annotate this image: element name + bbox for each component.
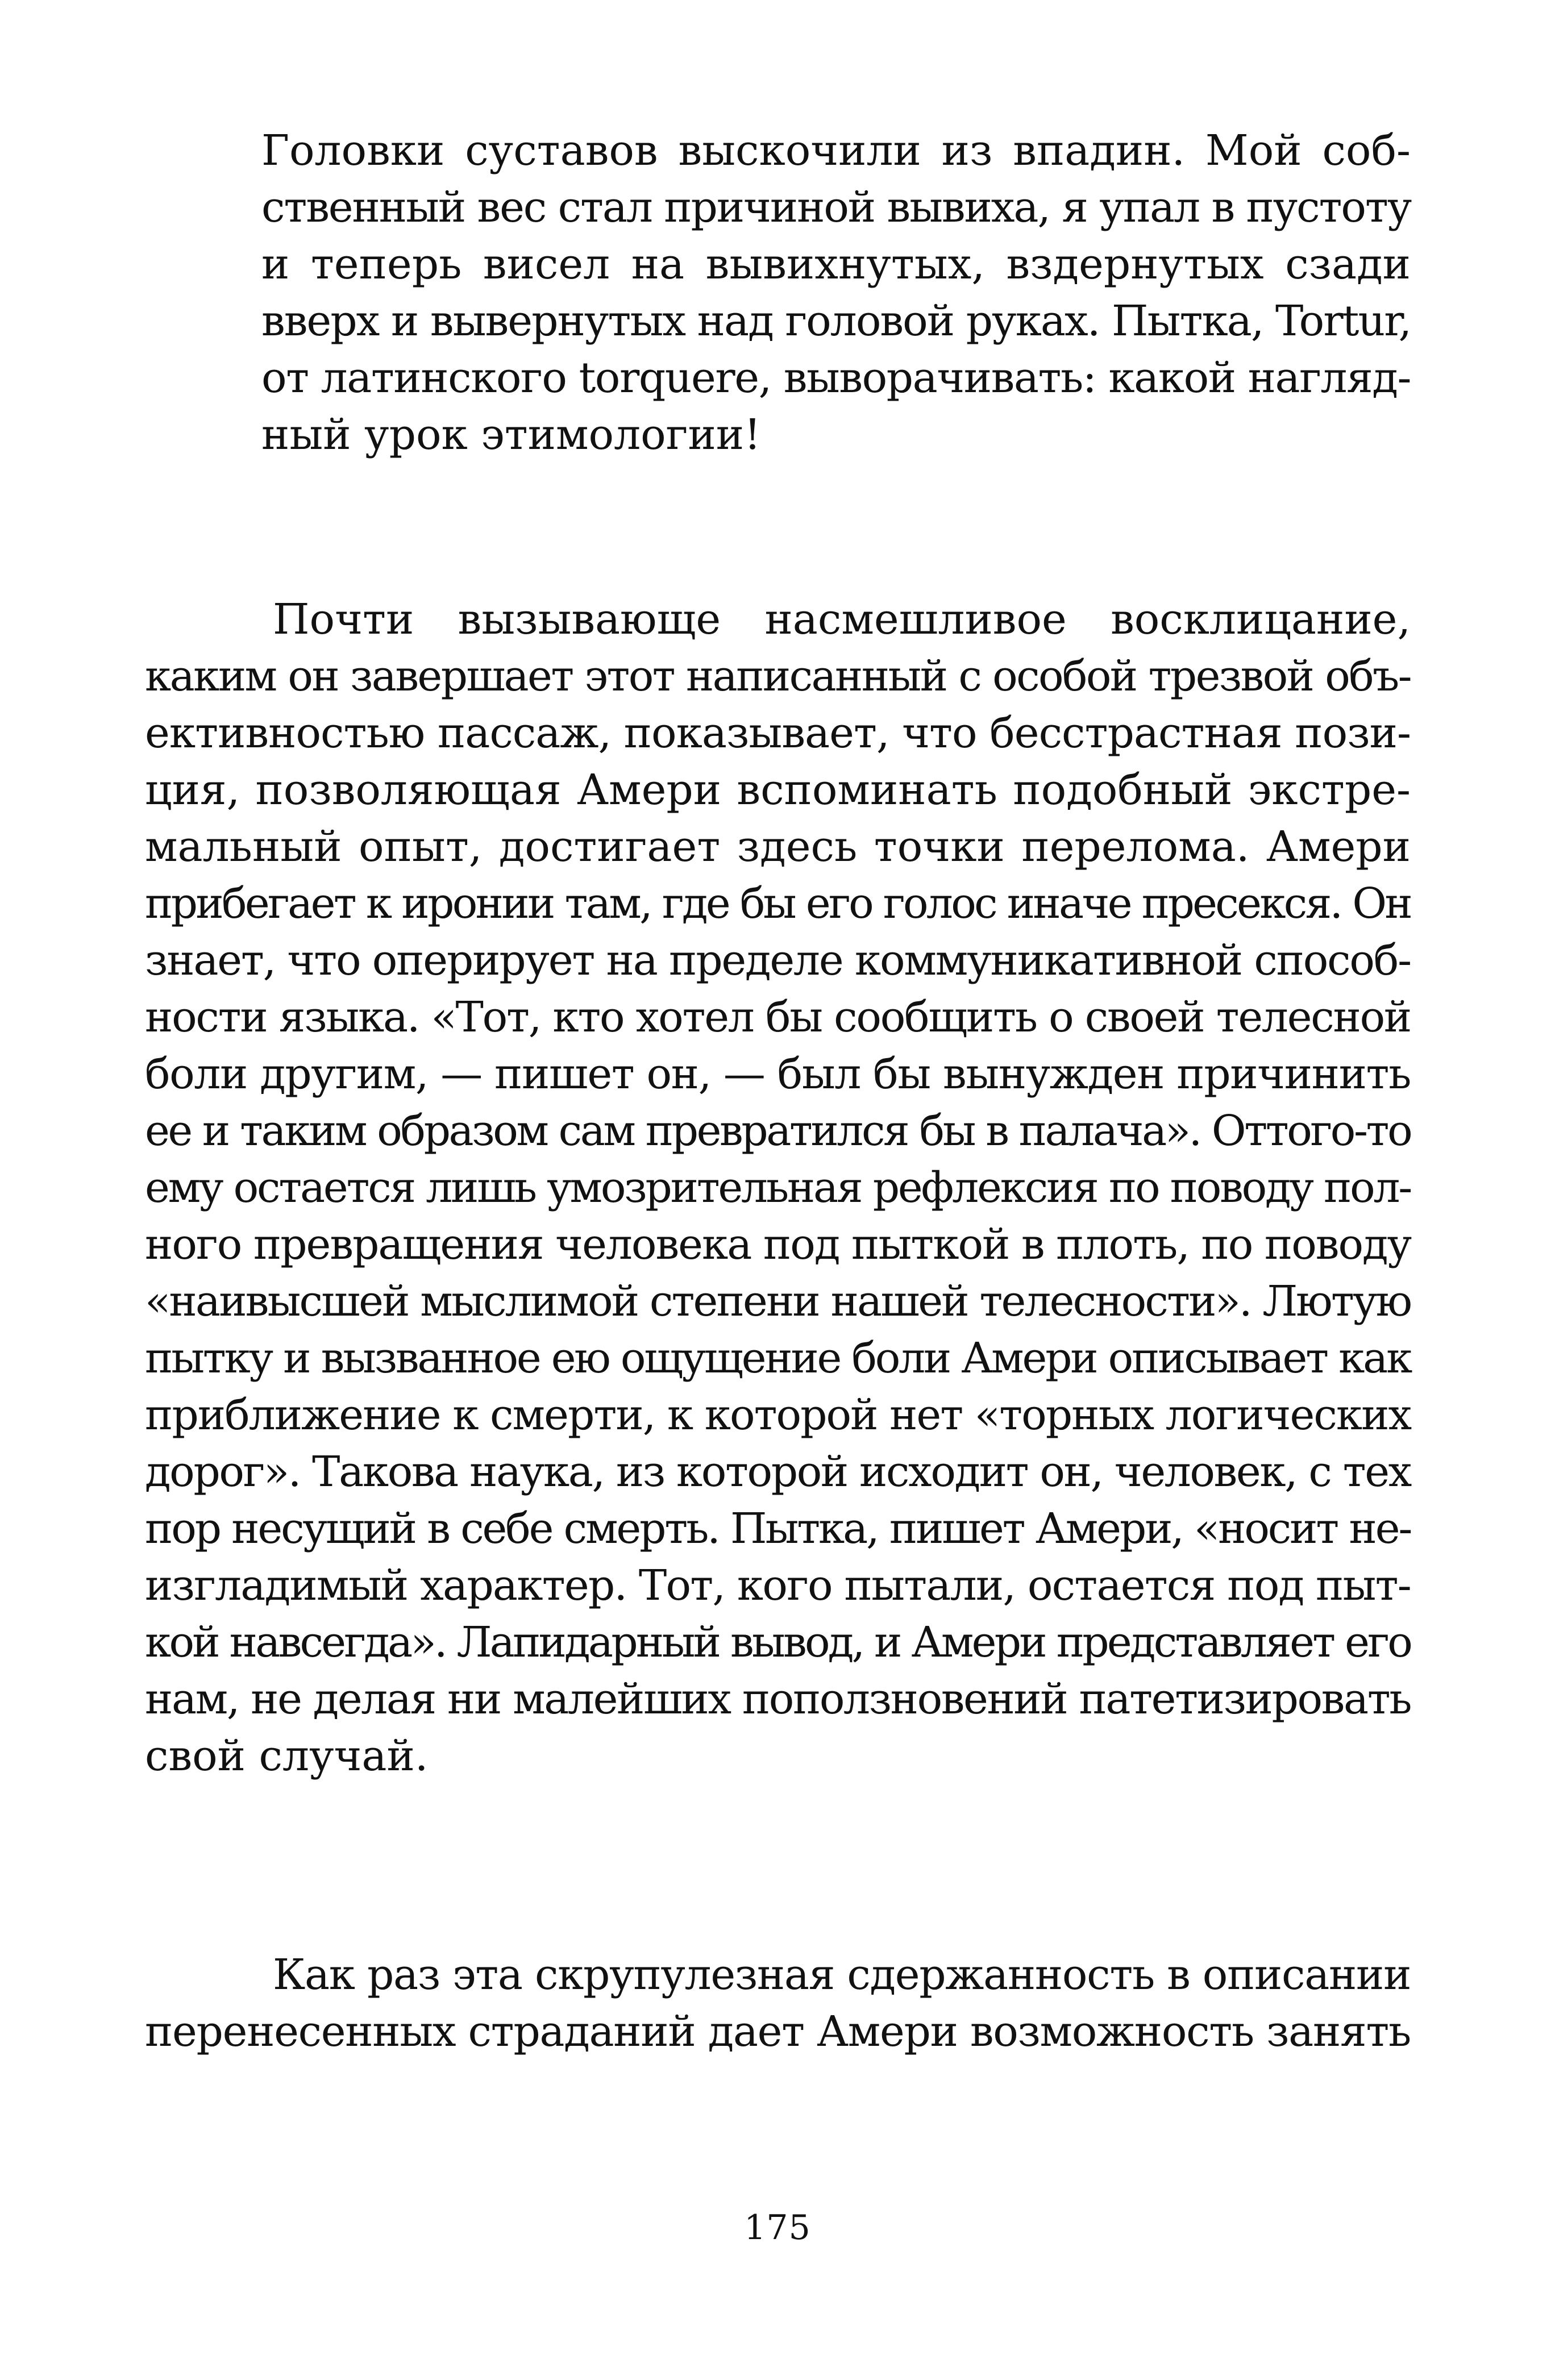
paragraph-line: кой навсегда». Лапидарный вывод, и Амери представляет его [145, 1618, 1411, 1667]
paragraph-line: знает, что оперирует на пределе коммуникативной способ- [145, 936, 1411, 985]
paragraph [145, 591, 1411, 1784]
paragraph-line: ция, позволяющая Амери вспоминать подобный экстре- [145, 765, 1411, 814]
paragraph-line: нам, не делая ни малейших поползновений патетизировать [145, 1675, 1411, 1724]
paragraph-line: ее и таким образом сам превратился бы в палача». Оттого-то [145, 1106, 1411, 1155]
quote-line: ственный вес стал причиной вывиха, я упал в пустоту [261, 183, 1411, 232]
paragraph-line: перенесенных страданий дает Амери возможность занять [145, 2007, 1411, 2056]
paragraph-line: изгладимый характер. Тот, кого пытали, остается под пыт- [145, 1561, 1411, 1610]
paragraph-line: приближение к смерти, к которой нет «торных логических [145, 1391, 1411, 1439]
paragraph-line: ного превращения человека под пыткой в плоть, по поводу [145, 1220, 1411, 1269]
paragraph-line: свой случай. [145, 1732, 429, 1780]
quote-line: вверх и вывернутых над головой руках. Пытка, Tortur, [261, 297, 1411, 346]
quote-line: от латинского torquere, выворачивать: какой нагляд- [261, 353, 1411, 402]
paragraph-line: ности языка. «Тот, кто хотел бы сообщить о своей телесной [145, 993, 1411, 1042]
paragraph-line: дорог». Такова наука, из которой исходит он, человек, с тех [145, 1447, 1411, 1496]
paragraph-line: ективностью пассаж, показывает, что бесстрастная пози- [145, 709, 1411, 758]
page-number: 175 [744, 2208, 811, 2248]
paragraph-line: каким он завершает этот написанный с особой трезвой объ- [145, 652, 1411, 701]
paragraph-line: пор несущий в себе смерть. Пытка, пишет Амери, «носит не- [145, 1504, 1411, 1553]
paragraph-line: прибегает к иронии там, где бы его голос иначе пресекся. Он [145, 879, 1411, 928]
paragraph-line: Почти вызывающе насмешливое восклицание, [273, 595, 1411, 644]
paragraph-line: ему остается лишь умозрительная рефлексия по поводу пол- [145, 1163, 1411, 1212]
paragraph-line: «наивысшей мыслимой степени нашей телесности». Лютую [145, 1277, 1411, 1326]
quote-line: и теперь висел на вывихнутых, вздернутых сзади [261, 240, 1411, 289]
paragraph-line: мальный опыт, достигает здесь точки перелома. Амери [145, 822, 1411, 871]
paragraph [145, 1946, 1411, 2060]
paragraph-line: боли другим, — пишет он, — был бы вынужден причинить [145, 1050, 1411, 1099]
paragraph-line: Как раз эта скрупулезная сдержанность в описании [273, 1950, 1411, 1999]
paragraph-line: пытку и вызванное ею ощущение боли Амери описывает как [145, 1334, 1411, 1383]
block-quote [261, 122, 1411, 463]
quote-line: ный урок этимологии! [261, 410, 761, 459]
quote-line: Головки суставов выскочили из впадин. Мой соб- [261, 126, 1411, 175]
